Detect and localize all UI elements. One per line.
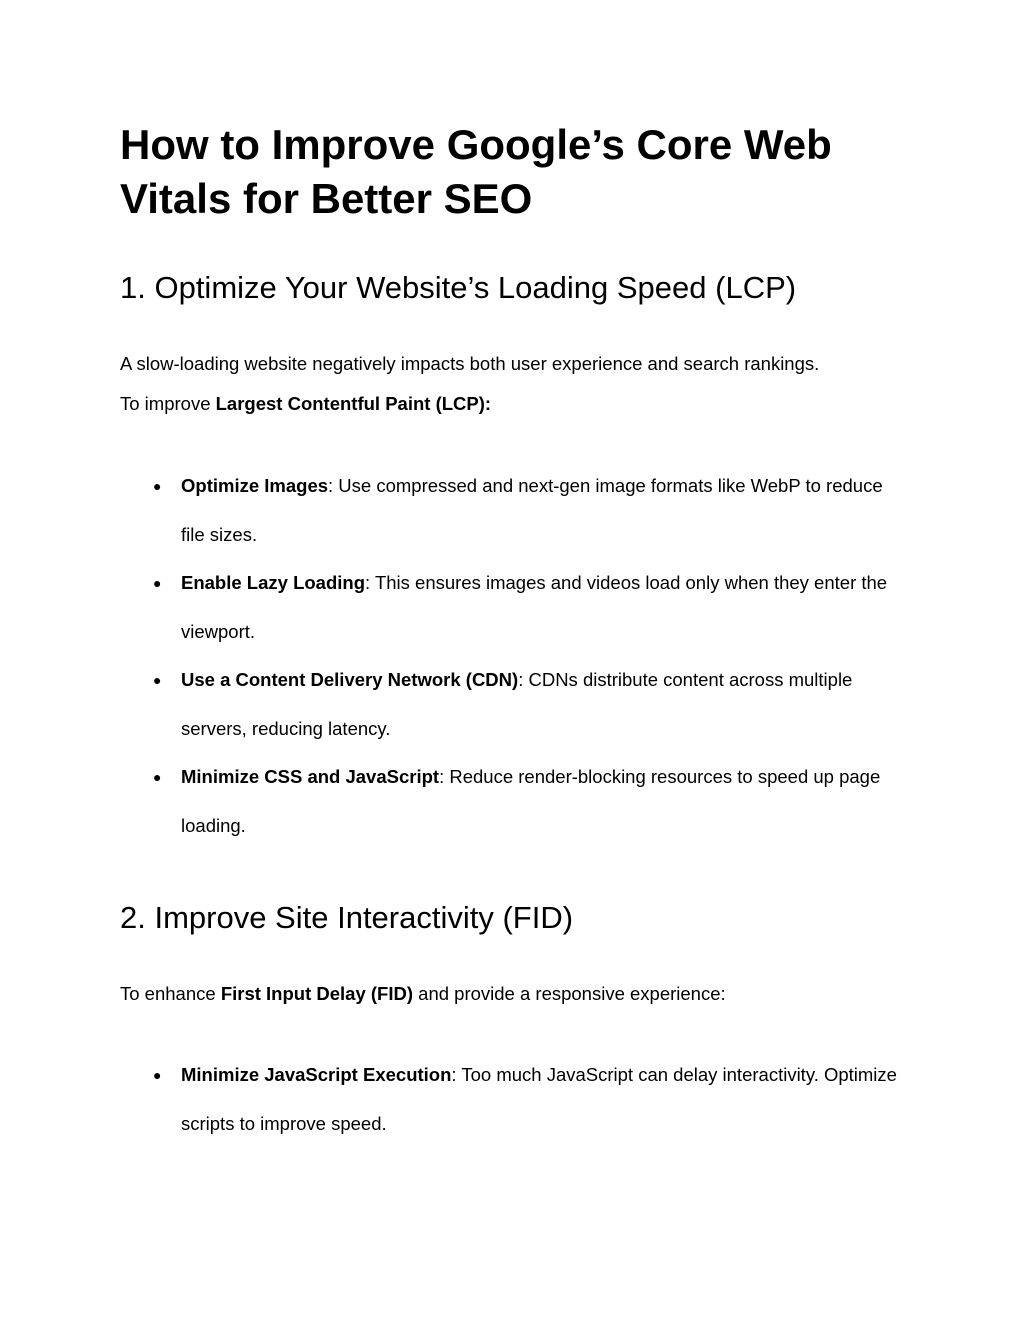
- bullet-text: : This ensures images and videos load only when they enter the viewport.: [181, 572, 888, 642]
- bullet-term: Enable Lazy Loading: [181, 572, 365, 593]
- bullet-text: : Reduce render-blocking resources to speed up page loading.: [181, 766, 881, 836]
- intro-prefix: To improve: [120, 393, 216, 414]
- bullet-icon: ●: [153, 478, 162, 494]
- bullet-term: Minimize CSS and JavaScript: [181, 766, 440, 787]
- intro-bold-term: Largest Contentful Paint (LCP):: [215, 393, 492, 414]
- bullet-text: : Use compressed and next-gen image formats like WebP to reduce file sizes.: [181, 475, 883, 545]
- bullet-list-lcp: [0, 462, 1024, 850]
- intro-line: A slow-loading website negatively impacts both user experience and search rankings.: [120, 353, 820, 374]
- bullet-icon: ●: [153, 575, 162, 591]
- bullet-text: : CDNs distribute content across multiple servers, reducing latency.: [181, 669, 853, 739]
- section-intro-fid: [120, 974, 920, 1014]
- bullet-icon: ●: [153, 769, 162, 785]
- intro-suffix: and provide a responsive experience:: [413, 983, 726, 1004]
- page-title: How to Improve Google’s Core Web Vitals for Better SEO: [120, 121, 832, 222]
- list-item: [0, 559, 911, 656]
- bullet-text: : Too much JavaScript can delay interactivity. Optimize scripts to improve speed.: [181, 1064, 897, 1134]
- bullet-term: Use a Content Delivery Network (CDN): [181, 669, 519, 690]
- section-intro-lcp: [120, 344, 920, 424]
- section-heading-fid: 2. Improve Site Interactivity (FID): [120, 900, 574, 935]
- section-heading-lcp: 1. Optimize Your Website’s Loading Speed (LCP): [120, 270, 797, 305]
- list-item: [0, 656, 911, 753]
- bullet-icon: ●: [153, 1067, 162, 1083]
- bullet-term: Optimize Images: [181, 475, 329, 496]
- intro-prefix: To enhance: [120, 983, 221, 1004]
- bullet-list-fid: [0, 1051, 1024, 1148]
- list-item: [0, 462, 911, 559]
- list-item: [0, 1051, 911, 1148]
- bullet-icon: ●: [153, 672, 162, 688]
- bullet-term: Minimize JavaScript Execution: [181, 1064, 452, 1085]
- intro-bold-term: First Input Delay (FID): [220, 983, 414, 1004]
- list-item: [0, 753, 911, 850]
